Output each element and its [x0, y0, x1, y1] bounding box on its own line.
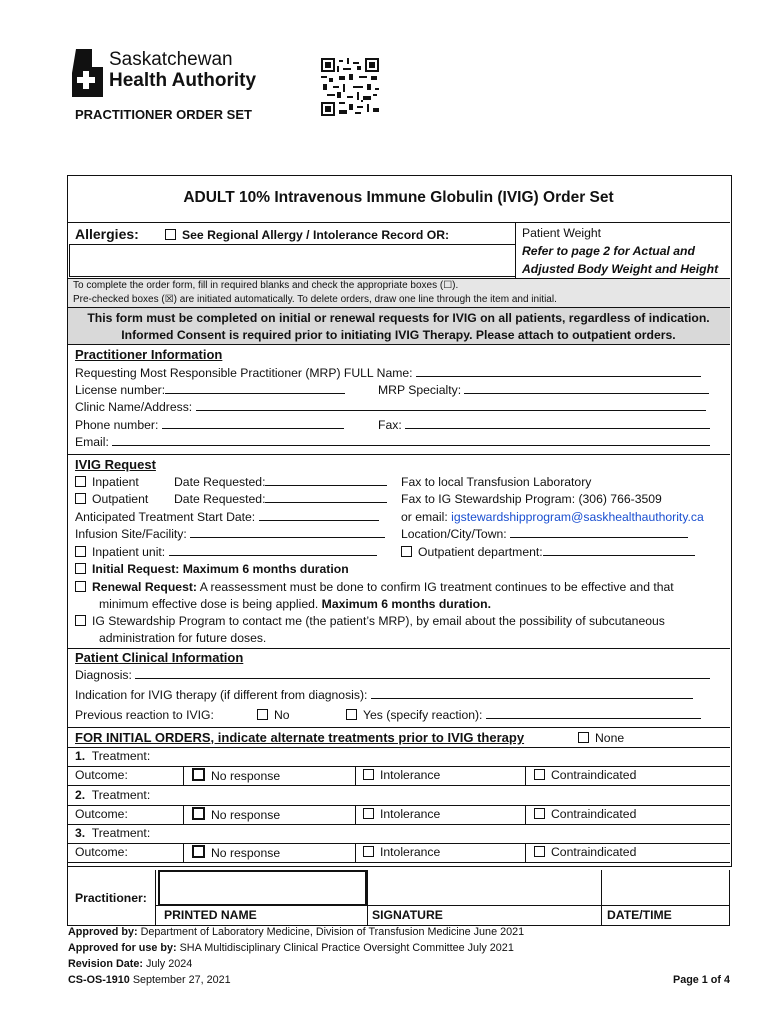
printed-name-label: PRINTED NAME — [164, 908, 257, 922]
stewardship-line-2: administration for future doses. — [99, 631, 267, 645]
prev-reaction-label: Previous reaction to IVIG: — [75, 708, 214, 722]
infusion-site-field[interactable]: Infusion Site/Facility: — [75, 527, 385, 541]
prev-reaction-no-checkbox[interactable] — [257, 709, 268, 720]
instructions-1: To complete the order form, fill in required blanks and check the appropriate boxes (☐). — [73, 280, 459, 291]
instructions-2: Pre-checked boxes (☒) are initiated automatically. To delete orders, draw one line through the item and initial. — [73, 294, 557, 305]
stewardship-option[interactable]: IG Stewardship Program to contact me (the patient’s MRP), by email about the possibility of subcutaneous — [75, 614, 665, 628]
phone-field[interactable]: Phone number: — [75, 418, 344, 432]
intolerance-option[interactable]: Intolerance — [363, 768, 440, 782]
contraindicated-checkbox[interactable] — [534, 846, 545, 857]
no-response-checkbox[interactable] — [192, 845, 205, 858]
allergies-label: Allergies: — [75, 226, 139, 242]
approved-use: Approved for use by: SHA Multidisciplinary Clinical Practice Oversight Committee July 2021 — [68, 942, 514, 954]
location-field[interactable]: Location/City/Town: — [401, 527, 688, 541]
stewardship-checkbox[interactable] — [75, 615, 86, 626]
specialty-field[interactable]: MRP Specialty: — [378, 383, 709, 397]
org-name-line1: Saskatchewan — [109, 49, 233, 70]
no-response-option[interactable]: No response — [192, 807, 280, 822]
none-checkbox[interactable] — [578, 732, 589, 743]
contraindicated-option[interactable]: Contraindicated — [534, 845, 636, 859]
fax-ig-text: Fax to IG Stewardship Program: (306) 766-3509 — [401, 492, 662, 506]
intolerance-option[interactable]: Intolerance — [363, 807, 440, 821]
sha-logo — [70, 47, 260, 99]
weight-label: Patient Weight — [522, 226, 602, 240]
allergy-record-option[interactable]: See Regional Allergy / Intolerance Record OR: — [165, 228, 449, 242]
page-number: Page 1 of 4 — [673, 974, 731, 986]
revision-date: Revision Date: July 2024 — [68, 958, 193, 970]
no-response-checkbox[interactable] — [192, 807, 205, 820]
printed-name-box[interactable] — [158, 870, 367, 906]
mrp-name-field[interactable]: Requesting Most Responsible Practitioner (MRP) FULL Name: — [75, 366, 701, 380]
outpatient-checkbox[interactable] — [75, 493, 86, 504]
weight-note-2: Adjusted Body Weight and Height — [522, 262, 719, 276]
prev-reaction-yes-checkbox[interactable] — [346, 709, 357, 720]
outpatient-dept-checkbox[interactable] — [401, 546, 412, 557]
form-code: CS-OS-1910 September 27, 2021 — [68, 974, 231, 986]
form-title: ADULT 10% Intravenous Immune Globulin (IVIG) Order Set — [183, 189, 614, 206]
intolerance-option[interactable]: Intolerance — [363, 845, 440, 859]
email-field[interactable]: Email: — [75, 435, 710, 449]
doc-type: PRACTITIONER ORDER SET — [75, 107, 252, 122]
clinic-field[interactable]: Clinic Name/Address: — [75, 400, 706, 414]
renewal-line-2: minimum effective dose is being applied. Maximum 6 months duration. — [99, 597, 491, 611]
fax-lab-text: Fax to local Transfusion Laboratory — [401, 475, 592, 489]
treatment-row[interactable]: 2. Treatment: — [75, 787, 151, 802]
initial-request-option[interactable]: Initial Request: Maximum 6 months duration — [75, 562, 349, 576]
treatment-row[interactable]: 3. Treatment: — [75, 826, 151, 841]
renewal-request-option[interactable]: Renewal Request: A reassessment must be done to confirm IG treatment continues to be effective and that — [75, 580, 674, 594]
ig-email-link[interactable]: igstewardshipprogram@saskhealthauthority.ca — [451, 510, 704, 524]
inpatient-unit-field[interactable]: Inpatient unit: — [75, 545, 377, 559]
notice-1: This form must be completed on initial or renewal requests for IVIG on all patients, regardless of indication. — [87, 311, 710, 325]
datetime-label: DATE/TIME — [607, 908, 672, 922]
contraindicated-option[interactable]: Contraindicated — [534, 768, 636, 782]
allergy-record-checkbox[interactable] — [165, 229, 176, 240]
initial-request-checkbox[interactable] — [75, 563, 86, 574]
contraindicated-checkbox[interactable] — [534, 769, 545, 780]
signature-label: SIGNATURE — [372, 908, 443, 922]
practitioner-info-heading: Practitioner Information — [75, 347, 223, 362]
treatment-row[interactable]: 1. Treatment: — [75, 749, 151, 763]
notice-2: Informed Consent is required prior to initiating IVIG Therapy. Please attach to outpatient orders. — [121, 328, 676, 342]
outpatient-dept-field[interactable]: Outpatient department: — [401, 545, 695, 559]
prev-reaction-no[interactable]: No — [257, 708, 290, 722]
org-name-line2: Health Authority — [109, 70, 257, 91]
fax-field[interactable]: Fax: — [378, 418, 710, 432]
approved-by: Approved by: Department of Laboratory Medicine, Division of Transfusion Medicine June 2021 — [68, 926, 525, 938]
weight-note-1: Refer to page 2 for Actual and — [522, 244, 695, 258]
indication-field[interactable]: Indication for IVIG therapy (if different from diagnosis): — [75, 688, 693, 702]
allergies-entry-box[interactable] — [69, 244, 516, 277]
inpatient-date-field[interactable]: Date Requested: — [174, 475, 387, 489]
no-response-option[interactable]: No response — [192, 845, 280, 860]
outpatient-date-field[interactable]: Date Requested: — [174, 492, 387, 506]
no-response-option[interactable]: No response — [192, 768, 280, 783]
intolerance-checkbox[interactable] — [363, 846, 374, 857]
intolerance-checkbox[interactable] — [363, 769, 374, 780]
saskatchewan-cross-icon — [70, 47, 104, 99]
outpatient-option[interactable]: Outpatient — [75, 492, 148, 506]
license-field[interactable]: License number: — [75, 383, 345, 397]
inpatient-option[interactable]: Inpatient — [75, 475, 139, 489]
contraindicated-checkbox[interactable] — [534, 808, 545, 819]
diagnosis-field[interactable]: Diagnosis: — [75, 668, 710, 682]
prev-reaction-yes[interactable]: Yes (specify reaction): — [346, 708, 701, 722]
no-response-checkbox[interactable] — [192, 768, 205, 781]
contraindicated-option[interactable]: Contraindicated — [534, 807, 636, 821]
intolerance-checkbox[interactable] — [363, 808, 374, 819]
inpatient-checkbox[interactable] — [75, 476, 86, 487]
email-line: or email: igstewardshipprogram@saskhealthauthority.ca — [401, 510, 704, 524]
start-date-field[interactable]: Anticipated Treatment Start Date: — [75, 510, 379, 524]
clinical-heading: Patient Clinical Information — [75, 650, 244, 665]
renewal-request-checkbox[interactable] — [75, 581, 86, 592]
practitioner-sig-label: Practitioner: — [75, 891, 147, 905]
ivig-request-heading: IVIG Request — [75, 457, 156, 472]
none-option[interactable]: None — [578, 731, 624, 745]
qr-code-icon — [321, 58, 379, 116]
initial-orders-heading: FOR INITIAL ORDERS, indicate alternate treatments prior to IVIG therapy — [75, 730, 525, 745]
outcome-label: Outcome: — [75, 768, 128, 782]
inpatient-unit-checkbox[interactable] — [75, 546, 86, 557]
outcome-label: Outcome: — [75, 806, 128, 821]
outcome-label: Outcome: — [75, 845, 128, 860]
